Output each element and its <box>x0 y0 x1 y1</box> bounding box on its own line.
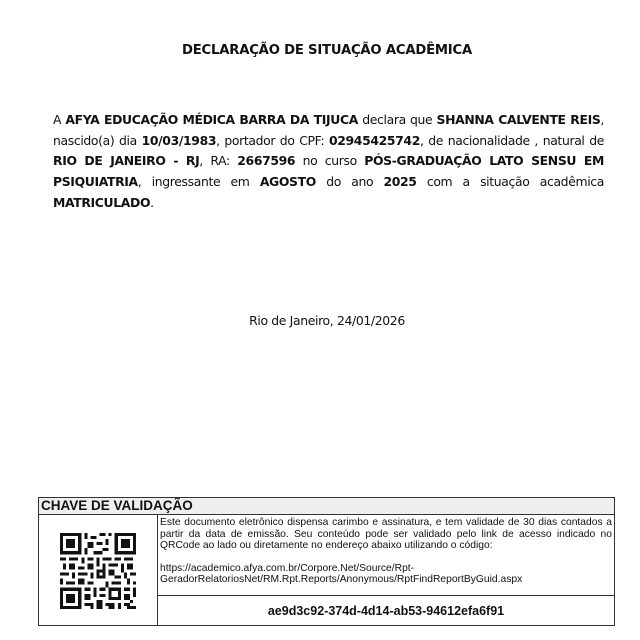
academic-status: MATRICULADO <box>53 194 151 210</box>
info-column <box>158 515 614 626</box>
document-title: DECLARAÇÃO DE SITUAÇÃO ACADÊMICA <box>182 43 472 58</box>
course-name: PÓS-GRADUAÇÃO LATO SENSU EM PSIQUIATRIA <box>53 153 604 190</box>
validation-header: CHAVE DE VALIDAÇÃO <box>39 498 614 515</box>
validation-notice: Este documento eletrônico dispensa carimbo e assinatura, e tem validade de 30 dias contados a partir da data de emissão. Seu conteúdo pode ser validado pelo link de acesso indicado no QRCode ao lado ou diretamente no endereço abaixo utilizando o código: <box>160 517 612 552</box>
validation-info <box>158 515 614 596</box>
validation-box <box>38 497 615 626</box>
qr-code-icon[interactable] <box>60 533 136 609</box>
student-name: SHANNA CALVENTE REIS <box>436 112 601 127</box>
validation-url-link[interactable]: https://academico.afya.com.br/Corpore.Net/Source/Rpt-GeradorRelatoriosNet/RM.Rpt.Reports/Anonymous/RptFindReportByGuid.aspx <box>160 562 523 586</box>
declaration-paragraph: A AFYA EDUCAÇÃO MÉDICA BARRA DA TIJUCA declara que SHANNA CALVENTE REIS, nascido(a) dia 10/03/1983, portador do CPF: 02945425742, de nacionalidade , natural de RIO DE JANEIRO - RJ, RA: 2667596 no curso PÓS-GRADUAÇÃO LATO SENSU EM PSIQUIATRIA, ingressante em AGOSTO do ano 2025 com a situação acadêmica MATRICULADO. <box>53 112 604 210</box>
ra-number: 2667596 <box>237 153 296 169</box>
institution-name: AFYA EDUCAÇÃO MÉDICA BARRA DA TIJUCA <box>65 112 359 127</box>
cpf-number: 02945425742 <box>328 132 420 148</box>
birthplace: RIO DE JANEIRO - RJ <box>53 153 200 169</box>
validation-body <box>39 515 614 626</box>
birth-date: 10/03/1983 <box>141 132 217 148</box>
entry-year: 2025 <box>383 174 417 190</box>
validation-code: ae9d3c92-374d-4d14-ab53-94612efa6f91 <box>267 604 505 618</box>
entry-month: AGOSTO <box>259 174 316 190</box>
place-and-date: Rio de Janeiro, 24/01/2026 <box>249 313 405 328</box>
qr-cell <box>39 515 158 626</box>
